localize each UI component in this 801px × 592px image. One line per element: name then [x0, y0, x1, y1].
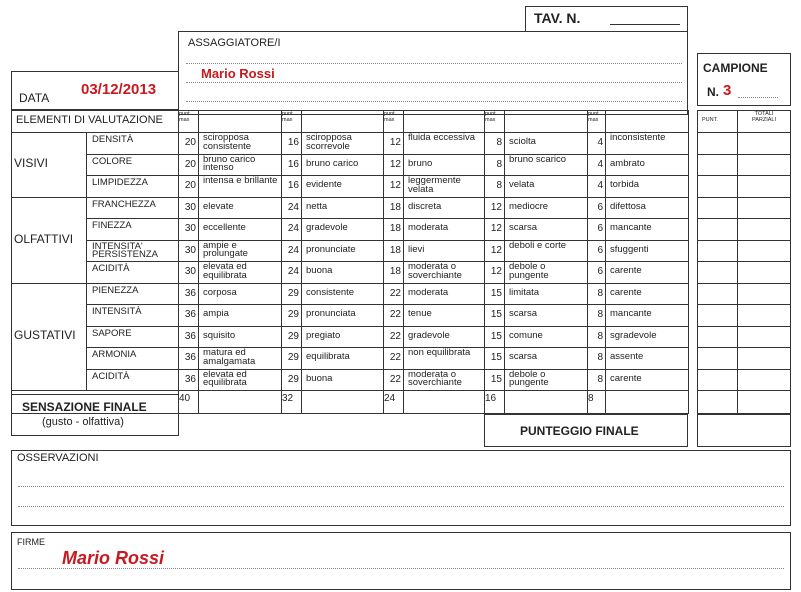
- points-value: 18: [389, 266, 401, 277]
- descriptor[interactable]: sciropposa consistente: [203, 132, 252, 152]
- desc-col-line: [301, 110, 302, 414]
- points-col-line: [587, 110, 588, 414]
- assaggiatori-line-1: [186, 63, 682, 64]
- descriptor[interactable]: non equilibrata: [408, 347, 471, 358]
- sensazione-finale-box: [11, 394, 179, 436]
- descriptor[interactable]: pronunciate: [306, 243, 356, 255]
- element-label: ARMONIA: [92, 349, 137, 360]
- points-value: 20: [184, 180, 196, 191]
- points-value: 15: [490, 287, 502, 299]
- element-label: DENSITÀ: [92, 134, 134, 145]
- element-label: ACIDITÀ: [92, 263, 130, 274]
- points-value: 16: [287, 180, 299, 191]
- descriptor[interactable]: mancante: [610, 308, 652, 319]
- points-value: 24: [287, 223, 299, 234]
- punt-max-label: punt max: [282, 111, 293, 123]
- points-value: 15: [490, 352, 502, 363]
- element-label: FRANCHEZZA: [92, 198, 156, 210]
- points-value: 29: [287, 309, 299, 320]
- row-divider: [86, 175, 689, 176]
- firme-label: FIRME: [17, 537, 45, 547]
- points-value: 36: [184, 330, 196, 342]
- campione-label: CAMPIONE: [703, 61, 768, 75]
- points-value: 36: [184, 309, 196, 320]
- descriptor[interactable]: leggermente velata: [408, 175, 461, 195]
- descriptor[interactable]: elevata ed equilibrata: [203, 261, 247, 281]
- element-label: PIENEZZA: [92, 284, 139, 296]
- punt-max-label: punt max: [485, 111, 496, 123]
- group-label: VISIVI: [14, 156, 49, 171]
- row-divider: [86, 304, 689, 305]
- punteggi-row-line: [697, 390, 791, 391]
- campione-n-label: N.: [707, 85, 719, 99]
- desc-col-line: [198, 110, 199, 414]
- descriptor[interactable]: mancante: [610, 222, 652, 233]
- points-value: 16: [287, 137, 299, 148]
- assaggiatori-line-3: [186, 101, 682, 102]
- element-label: ACIDITÀ: [92, 370, 130, 382]
- descriptor[interactable]: bruno carico intenso: [203, 153, 256, 173]
- descriptor[interactable]: mediocre: [509, 200, 549, 212]
- points-value: 29: [287, 287, 299, 299]
- descriptor[interactable]: ambrato: [610, 157, 645, 169]
- points-value: 12: [490, 201, 502, 213]
- descriptor[interactable]: bruno: [408, 157, 433, 169]
- totali-parziali-label: TOTALI PARZIALI: [751, 111, 777, 123]
- points-value: 16: [287, 158, 299, 170]
- points-value: 15: [490, 373, 502, 385]
- row-divider: [86, 369, 689, 370]
- osservazioni-line-2[interactable]: [18, 506, 784, 507]
- punt-max-label: punt max: [384, 111, 395, 123]
- points-value: 36: [184, 287, 196, 299]
- punteggi-row-line: [697, 304, 791, 305]
- descriptor[interactable]: ampia: [203, 308, 229, 319]
- points-value: 8: [496, 137, 502, 148]
- final-points-value: 24: [384, 393, 396, 404]
- punteggi-row-line: [697, 283, 791, 284]
- row-divider: [86, 218, 689, 219]
- elementi-label: ELEMENTI DI VALUTAZIONE: [16, 114, 163, 126]
- element-label: COLORE: [92, 155, 133, 167]
- descriptor[interactable]: corposa: [203, 286, 237, 298]
- points-value: 6: [597, 244, 603, 256]
- sensazione-finale-title: SENSAZIONE FINALE: [22, 400, 147, 414]
- descriptor[interactable]: netta: [306, 200, 328, 212]
- punteggi-row-line: [697, 326, 791, 327]
- group-label: OLFATTIVI: [14, 231, 74, 246]
- points-value: 20: [184, 158, 196, 170]
- points-value: 22: [389, 330, 401, 342]
- points-col-line: [178, 110, 179, 414]
- descriptor[interactable]: equilibrata: [306, 351, 350, 362]
- element-label: SAPORE: [92, 327, 132, 339]
- descriptor[interactable]: elevata ed equilibrata: [203, 368, 247, 388]
- points-value: 30: [184, 201, 196, 213]
- descriptor[interactable]: buona: [306, 265, 333, 276]
- descriptor[interactable]: evidente: [306, 179, 342, 190]
- descriptor[interactable]: matura ed amalgamata: [203, 347, 256, 367]
- row-divider: [86, 261, 689, 262]
- descriptor[interactable]: tenue: [408, 308, 432, 319]
- points-value: 4: [597, 137, 603, 148]
- descriptor[interactable]: gradevole: [306, 222, 348, 233]
- points-value: 20: [184, 137, 196, 148]
- descriptor[interactable]: sgradevole: [610, 329, 657, 341]
- descriptor[interactable]: discreta: [408, 200, 442, 212]
- descriptor[interactable]: sfuggenti: [610, 243, 649, 255]
- group-label: GUSTATIVI: [14, 328, 76, 343]
- desc-col-line: [403, 110, 404, 414]
- descriptor[interactable]: comune: [509, 329, 543, 341]
- firme-value[interactable]: Mario Rossi: [62, 548, 165, 568]
- desc-col-line: [504, 110, 505, 414]
- descriptor[interactable]: limitata: [509, 286, 540, 298]
- osservazioni-line-1[interactable]: [18, 486, 784, 487]
- punt-max-label: punt max: [588, 111, 599, 123]
- points-value: 8: [597, 287, 603, 299]
- points-value: 29: [287, 330, 299, 342]
- points-value: 22: [389, 287, 401, 299]
- points-value: 12: [490, 223, 502, 234]
- points-value: 12: [490, 244, 502, 256]
- points-value: 22: [389, 373, 401, 385]
- row-divider: [86, 347, 689, 348]
- descriptor[interactable]: carente: [610, 286, 642, 298]
- descriptor[interactable]: debole o pungente: [509, 261, 549, 281]
- descriptor[interactable]: inconsistente: [610, 132, 666, 143]
- points-value: 6: [597, 201, 603, 213]
- punteggi-row-line: [697, 197, 791, 198]
- descriptor[interactable]: lievi: [408, 243, 425, 255]
- element-label: INTENSITA' PERSISTENZA: [92, 240, 158, 260]
- points-value: 8: [597, 309, 603, 320]
- descriptor[interactable]: scarsa: [509, 351, 537, 362]
- descriptor[interactable]: pregiato: [306, 329, 341, 341]
- points-value: 22: [389, 352, 401, 363]
- descriptor[interactable]: assente: [610, 351, 644, 362]
- descriptor[interactable]: moderata o soverchiante: [408, 261, 462, 281]
- points-value: 18: [389, 201, 401, 213]
- descriptor[interactable]: moderata o soverchiante: [408, 368, 462, 388]
- row-divider: [86, 154, 689, 155]
- points-value: 24: [287, 244, 299, 256]
- descriptor[interactable]: eccellente: [203, 222, 246, 233]
- points-value: 8: [597, 330, 603, 342]
- points-value: 24: [287, 201, 299, 213]
- descriptor[interactable]: moderata: [408, 222, 449, 233]
- firme-line: [18, 568, 784, 569]
- punteggio-finale-label: PUNTEGGIO FINALE: [520, 424, 639, 438]
- points-col-line: [383, 110, 384, 414]
- descriptor[interactable]: velata: [509, 179, 535, 190]
- points-value: 15: [490, 309, 502, 320]
- points-value: 18: [389, 223, 401, 234]
- points-value: 6: [597, 223, 603, 234]
- descriptor[interactable]: gradevole: [408, 329, 450, 341]
- descriptor[interactable]: moderata: [408, 286, 449, 298]
- descriptor[interactable]: carente: [610, 265, 642, 276]
- assaggiatori-line-2: [186, 82, 682, 83]
- data-value[interactable]: 03/12/2013: [81, 81, 157, 98]
- punteggi-row-line: [697, 369, 791, 370]
- category-col-line: [86, 132, 87, 390]
- punteggi-row-line: [697, 132, 791, 133]
- campione-n-line: [738, 97, 778, 98]
- descriptor[interactable]: torbida: [610, 179, 640, 190]
- osservazioni-label: OSSERVAZIONI: [17, 452, 99, 464]
- punteggi-row-line: [697, 218, 791, 219]
- points-value: 30: [184, 266, 196, 277]
- descriptor[interactable]: scarsa: [509, 222, 537, 233]
- descriptor[interactable]: sciropposa scorrevole: [306, 132, 352, 152]
- points-value: 36: [184, 352, 196, 363]
- descriptor[interactable]: deboli e corte: [509, 239, 567, 251]
- points-value: 36: [184, 373, 196, 385]
- points-value: 22: [389, 309, 401, 320]
- descriptor[interactable]: bruno carico: [306, 157, 359, 169]
- descriptor[interactable]: scarsa: [509, 308, 537, 319]
- descriptor[interactable]: debole o pungente: [509, 368, 549, 388]
- points-value: 12: [490, 266, 502, 277]
- points-value: 12: [389, 180, 401, 191]
- punt-label: PUNT.: [702, 117, 718, 123]
- points-value: 4: [597, 180, 603, 191]
- points-value: 8: [496, 180, 502, 191]
- final-points-value: 8: [588, 393, 594, 404]
- points-value: 12: [389, 158, 401, 170]
- row-divider: [86, 326, 689, 327]
- descriptor[interactable]: bruno scarico: [509, 153, 567, 165]
- punteggio-finale-value-box[interactable]: [697, 414, 791, 447]
- punteggi-row-line: [697, 347, 791, 348]
- descriptor[interactable]: intensa e brillante: [203, 175, 278, 186]
- points-value: 24: [287, 266, 299, 277]
- descriptor[interactable]: sciolta: [509, 136, 536, 147]
- points-value: 8: [597, 373, 603, 385]
- final-points-value: 16: [485, 393, 497, 404]
- points-value: 6: [597, 266, 603, 277]
- punteggi-row-line: [697, 240, 791, 241]
- points-value: 30: [184, 223, 196, 234]
- descriptor[interactable]: carente: [610, 372, 642, 384]
- descriptor[interactable]: pronunciata: [306, 308, 356, 319]
- element-label: LIMPIDEZZA: [92, 177, 148, 188]
- points-value: 15: [490, 330, 502, 342]
- points-value: 29: [287, 352, 299, 363]
- points-value: 30: [184, 244, 196, 256]
- tav-label: TAV. N.: [534, 10, 581, 26]
- row-divider: [86, 240, 689, 241]
- final-points-value: 40: [179, 393, 191, 404]
- tav-number-line[interactable]: [610, 24, 680, 25]
- sensazione-finale-subtitle: (gusto - olfattiva): [42, 416, 124, 428]
- descriptor[interactable]: elevate: [203, 200, 234, 212]
- element-label: FINEZZA: [92, 220, 132, 231]
- descriptor[interactable]: difettosa: [610, 200, 646, 212]
- points-col-line: [281, 110, 282, 414]
- osservazioni-box: [11, 450, 791, 526]
- final-points-value: 32: [282, 393, 294, 404]
- points-value: 12: [389, 137, 401, 148]
- punteggi-row-line: [697, 261, 791, 262]
- points-value: 8: [597, 352, 603, 363]
- descriptor[interactable]: buona: [306, 372, 333, 384]
- punteggi-row-line: [697, 175, 791, 176]
- points-value: 4: [597, 158, 603, 170]
- points-value: 18: [389, 244, 401, 256]
- descriptor[interactable]: fluida eccessiva: [408, 132, 476, 143]
- desc-col-line: [605, 110, 606, 414]
- descriptor[interactable]: consistente: [306, 286, 355, 298]
- punteggi-row-line: [697, 154, 791, 155]
- points-value: 8: [496, 158, 502, 170]
- data-label: DATA: [19, 91, 50, 105]
- punt-max-label: punt max: [179, 111, 190, 123]
- assaggiatori-label: ASSAGGIATORE/I: [188, 37, 281, 49]
- assaggiatore-value[interactable]: Mario Rossi: [201, 66, 275, 81]
- points-col-line: [484, 110, 485, 414]
- descriptor[interactable]: ampie e prolungate: [203, 239, 248, 259]
- points-value: 29: [287, 373, 299, 385]
- descriptor[interactable]: squisito: [203, 329, 236, 341]
- campione-n-value[interactable]: 3: [723, 82, 732, 99]
- element-label: INTENSITÀ: [92, 306, 142, 317]
